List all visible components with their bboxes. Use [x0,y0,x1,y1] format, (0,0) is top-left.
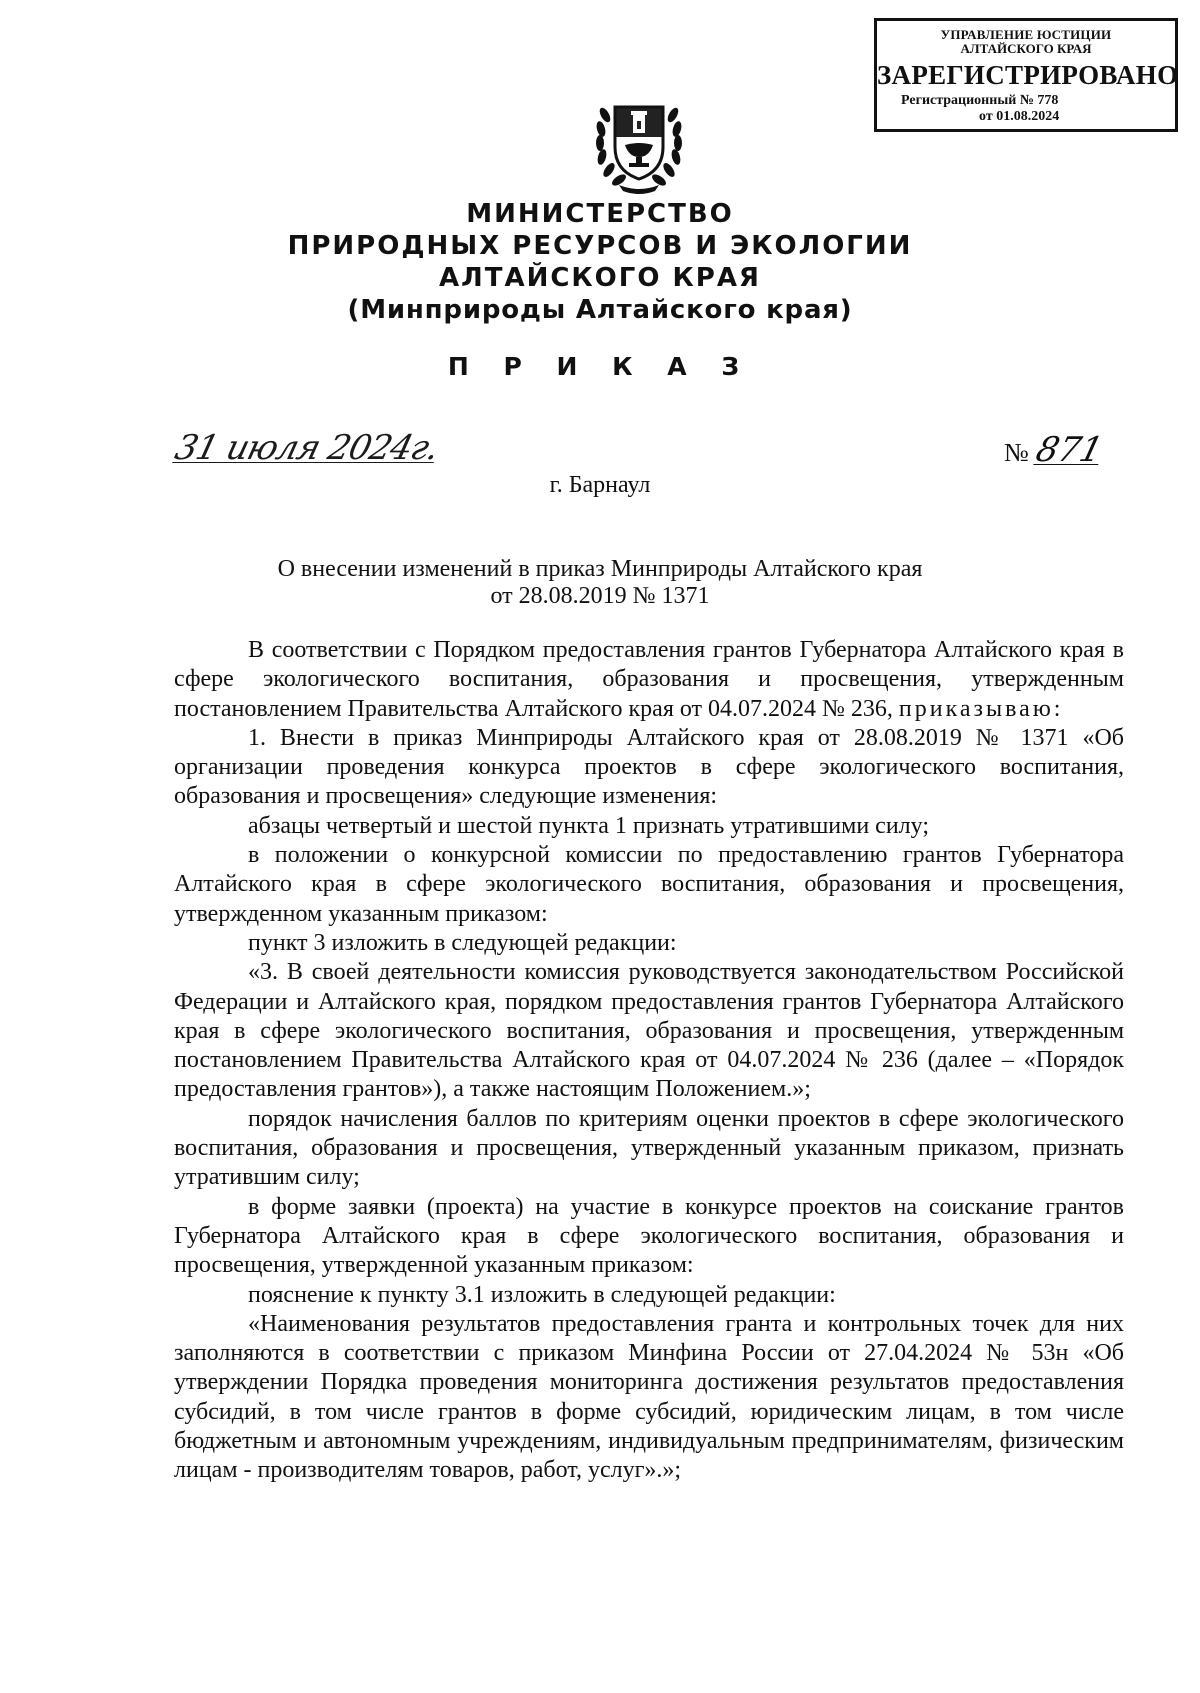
order-number [1004,430,1107,470]
stamp-status: ЗАРЕГИСТРИРОВАНО [877,60,1179,90]
coat-of-arms-icon [589,85,689,195]
document-type: П Р И К А З [447,352,753,381]
paragraph: пункт 3 изложить в следующей редакции: [248,929,677,956]
handwritten-date: 31 июля 2024г. [171,428,443,468]
ministry-header [0,198,1200,326]
paragraph: в форме заявки (проекта) на участие в конкурсе проектов на соискание грантов Губернатора Алтайского края в сфере экологического воспитания, образования и просвещения, утвержденной указанным приказом: [174,1193,1124,1279]
ministry-line3: АЛТАЙСКОГО КРАЯ [439,263,761,293]
paragraph: абзацы четвертый и шестой пункта 1 признать утратившими силу; [248,812,929,839]
subject-line2: от 28.08.2019 № 1371 [490,583,710,609]
stamp-reg-date: от 01.08.2024 [979,109,1060,124]
paragraph: «3. В своей деятельности комиссия руководствуется законодательством Российской Федерации и Алтайского края, порядком предоставления грантов Губернатора Алтайского края в сфере экологического воспитания, образования и просвещения, утвержденным постановлением Правительства Алтайского края от 04.07.2024 № 236 (далее – «Порядок предоставления грантов»), а также настоящим Положением.»; [174,959,1124,1103]
stamp-authority-line1: УПРАВЛЕНИЕ ЮСТИЦИИ [940,27,1112,42]
ministry-line1: МИНИСТЕРСТВО [466,199,734,229]
city: г. Барнаул [549,472,651,498]
order-subject [0,556,1200,610]
ministry-line2: ПРИРОДНЫХ РЕСУРСОВ И ЭКОЛОГИИ [287,231,913,261]
registration-stamp [874,18,1178,132]
order-verb: приказываю: [898,695,1064,722]
number-sign: № [1004,438,1029,467]
paragraph: пояснение к пункту 3.1 изложить в следующей редакции: [248,1281,836,1308]
subject-line1: О внесении изменений в приказ Минприроды Алтайского края [277,556,923,582]
paragraph: в положении о конкурсной комиссии по предоставлению грантов Губернатора Алтайского края в сфере экологического воспитания, образования и просвещения, утвержденном указанным приказом: [174,842,1124,927]
paragraph: 1. Внести в приказ Минприроды Алтайского края от 28.08.2019 № 1371 «Об организации проведения конкурса проектов в сфере экологического воспитания, образования и просвещения» следующие изменения: [174,724,1124,810]
ministry-short-name: (Минприроды Алтайского края) [347,295,853,325]
paragraph: «Наименования результатов предоставления гранта и контрольных точек для них заполняются в соответствии с приказом Минфина России от 27.04.2024 № 53н «Об утверждении Порядка проведения мониторинга достижения результатов предоставления субсидий, в том числе грантов в форме субсидий, юридическим лицам, в том числе бюджетным и автономным учреждениям, индивидуальным предпринимателям, физическим лицам - производителям товаров, работ, услуг».»; [174,1310,1124,1484]
paragraph [174,636,1124,724]
order-body [174,636,1124,1486]
stamp-authority-line2: АЛТАЙСКОГО КРАЯ [960,41,1092,56]
handwritten-number: 871 [1031,430,1107,470]
paragraph-text: В соответствии с Порядком предоставления грантов Губернатора Алтайского края в сфере экологического воспитания, образования и просвещения, утвержденным постановлением Правительства Алтайского края от 04.07.2024 № 236, [174,637,1124,722]
stamp-reg-number: Регистрационный № 778 [901,93,1059,108]
paragraph: порядок начисления баллов по критериям оценки проектов в сфере экологического воспитания, образования и просвещения, утвержденный указанным приказом, признать утратившим силу; [174,1105,1124,1191]
